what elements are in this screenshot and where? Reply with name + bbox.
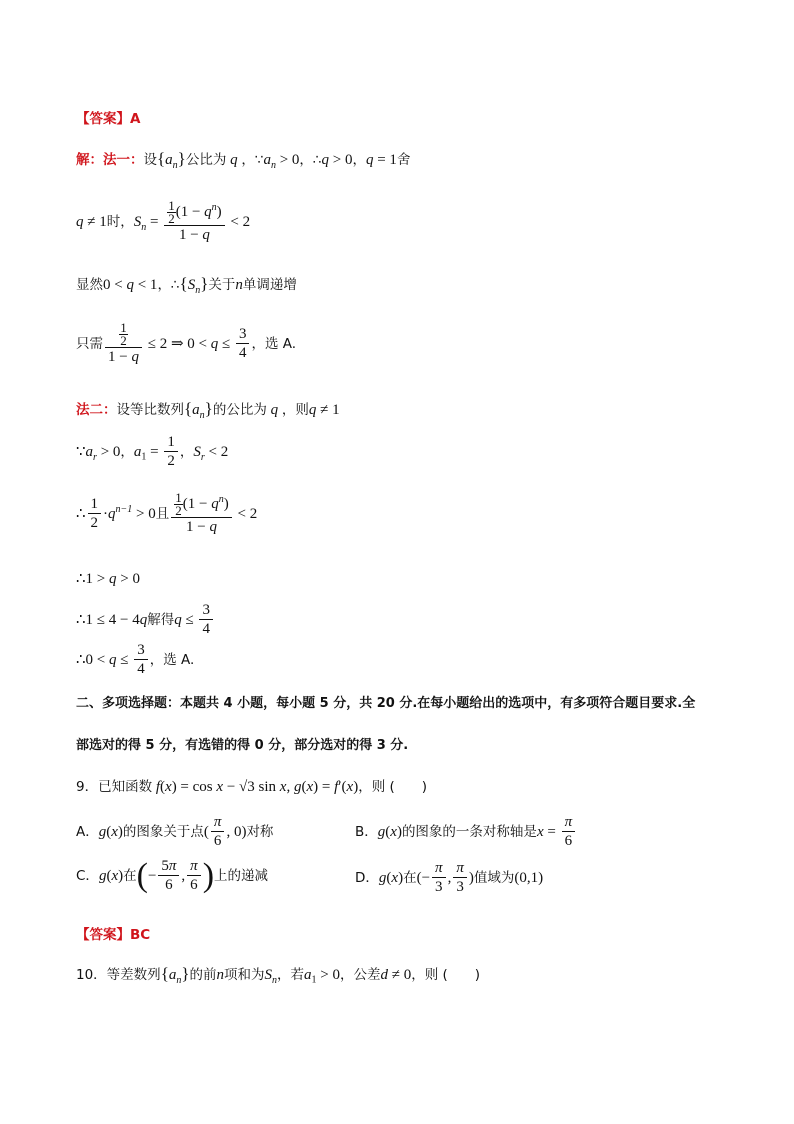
solution-line-2: q ≠ 1时，$S_n$ = $\frac{1}{2}$ $(1 - q^n)$ 1 − q < 2: [76, 198, 251, 243]
answer-label-2: 【答案】: [76, 927, 130, 943]
answer-line-2: [76, 926, 150, 944]
section-heading-line-2: 部选对的得 5 分，有选错的得 0 分，部分选对的得 3 分.: [76, 738, 409, 753]
sum-fraction-2: $\frac{1}{2}$ $(1 - q^n)$ 1 − q: [171, 492, 231, 536]
method-two-line-6: ∴0 < q ≤ $\frac{3}{4}$ ，选 A.: [76, 642, 195, 677]
answer-line-1: [76, 110, 140, 128]
method-two-label: 法二：: [76, 402, 117, 418]
option-b[interactable]: B．g(x)的图象的一条对称轴是x = $\frac{\pi}{6}$: [355, 814, 577, 850]
method-one-label: 解：法一：: [76, 152, 144, 168]
answer-value-2: BC: [130, 927, 151, 943]
section-heading-line-1: 二、多项选择题：本题共 4 小题，每小题 5 分，共 20 分.在每小题给出的选项中，有多项符合题目要求.全: [76, 696, 696, 711]
method-two-line-4: ∴1 > q > 0: [76, 571, 140, 587]
question-9: 9．已知函数 f(x) = cos x − √3 sin x, g(x) = f′(x)，则 ( ): [76, 779, 428, 795]
answer-value: A: [130, 111, 141, 127]
method-two-line-3: ∴ $\frac{1}{2}$ $\cdot q^{n-1} > 0$且 $\frac{1}{2}$ $(1 - q^n)$ 1 − q < 2: [76, 490, 258, 535]
solution-line-1: 解：法一：设$\{a_n\}$公比为 q ，$\because a_n > 0$，∴q > 0，q = 1舍: [76, 149, 411, 171]
option-a[interactable]: A．g(x)的图象关于点( $\frac{\pi}{6}$ , 0)对称: [76, 814, 274, 849]
sum-fraction: $\frac{1}{2}$ $(1 - q^n)$ 1 − q: [164, 200, 224, 244]
solution-line-4: 只需 $\frac{\frac{1}{2}}{1 - q}$ ≤ 2 ⇒ 0 < q ≤ $\frac{3}{4}$ ，选 A.: [76, 320, 297, 365]
method-two-line-5: ∴1 ≤ 4 − 4q解得q ≤ $\frac{3}{4}$: [76, 602, 215, 638]
solution-line-3: 显然0 < q < 1，$\therefore\{S_n\}$关于n单调递增: [76, 274, 297, 296]
method-two-line-1: 法二：设等比数列$\{a_n\}$的公比为 q ，则q ≠ 1: [76, 399, 340, 421]
option-d[interactable]: D．g(x)在(− $\frac{\pi}{3}$ , $\frac{\pi}{3}$ )值域为(0,1): [355, 860, 544, 895]
limit-fraction: $\frac{\frac{1}{2}}{1 - q}$: [105, 322, 142, 366]
answer-label: 【答案】: [76, 111, 130, 127]
method-two-line-2: $\because a_r > 0$，$a_1$ = $\frac{1}{2}$ ，$S_r < 2$: [76, 434, 229, 469]
question-10: 10．等差数列$\{a_n\}$的前n项和为$S_n$，若$a_1 > 0$，公差d ≠ 0，则 ( ): [76, 964, 481, 986]
option-c[interactable]: C．g(x)在(− $\frac{5\pi}{6}$ , $\frac{\pi}{6}$ )上的递减: [76, 857, 269, 894]
